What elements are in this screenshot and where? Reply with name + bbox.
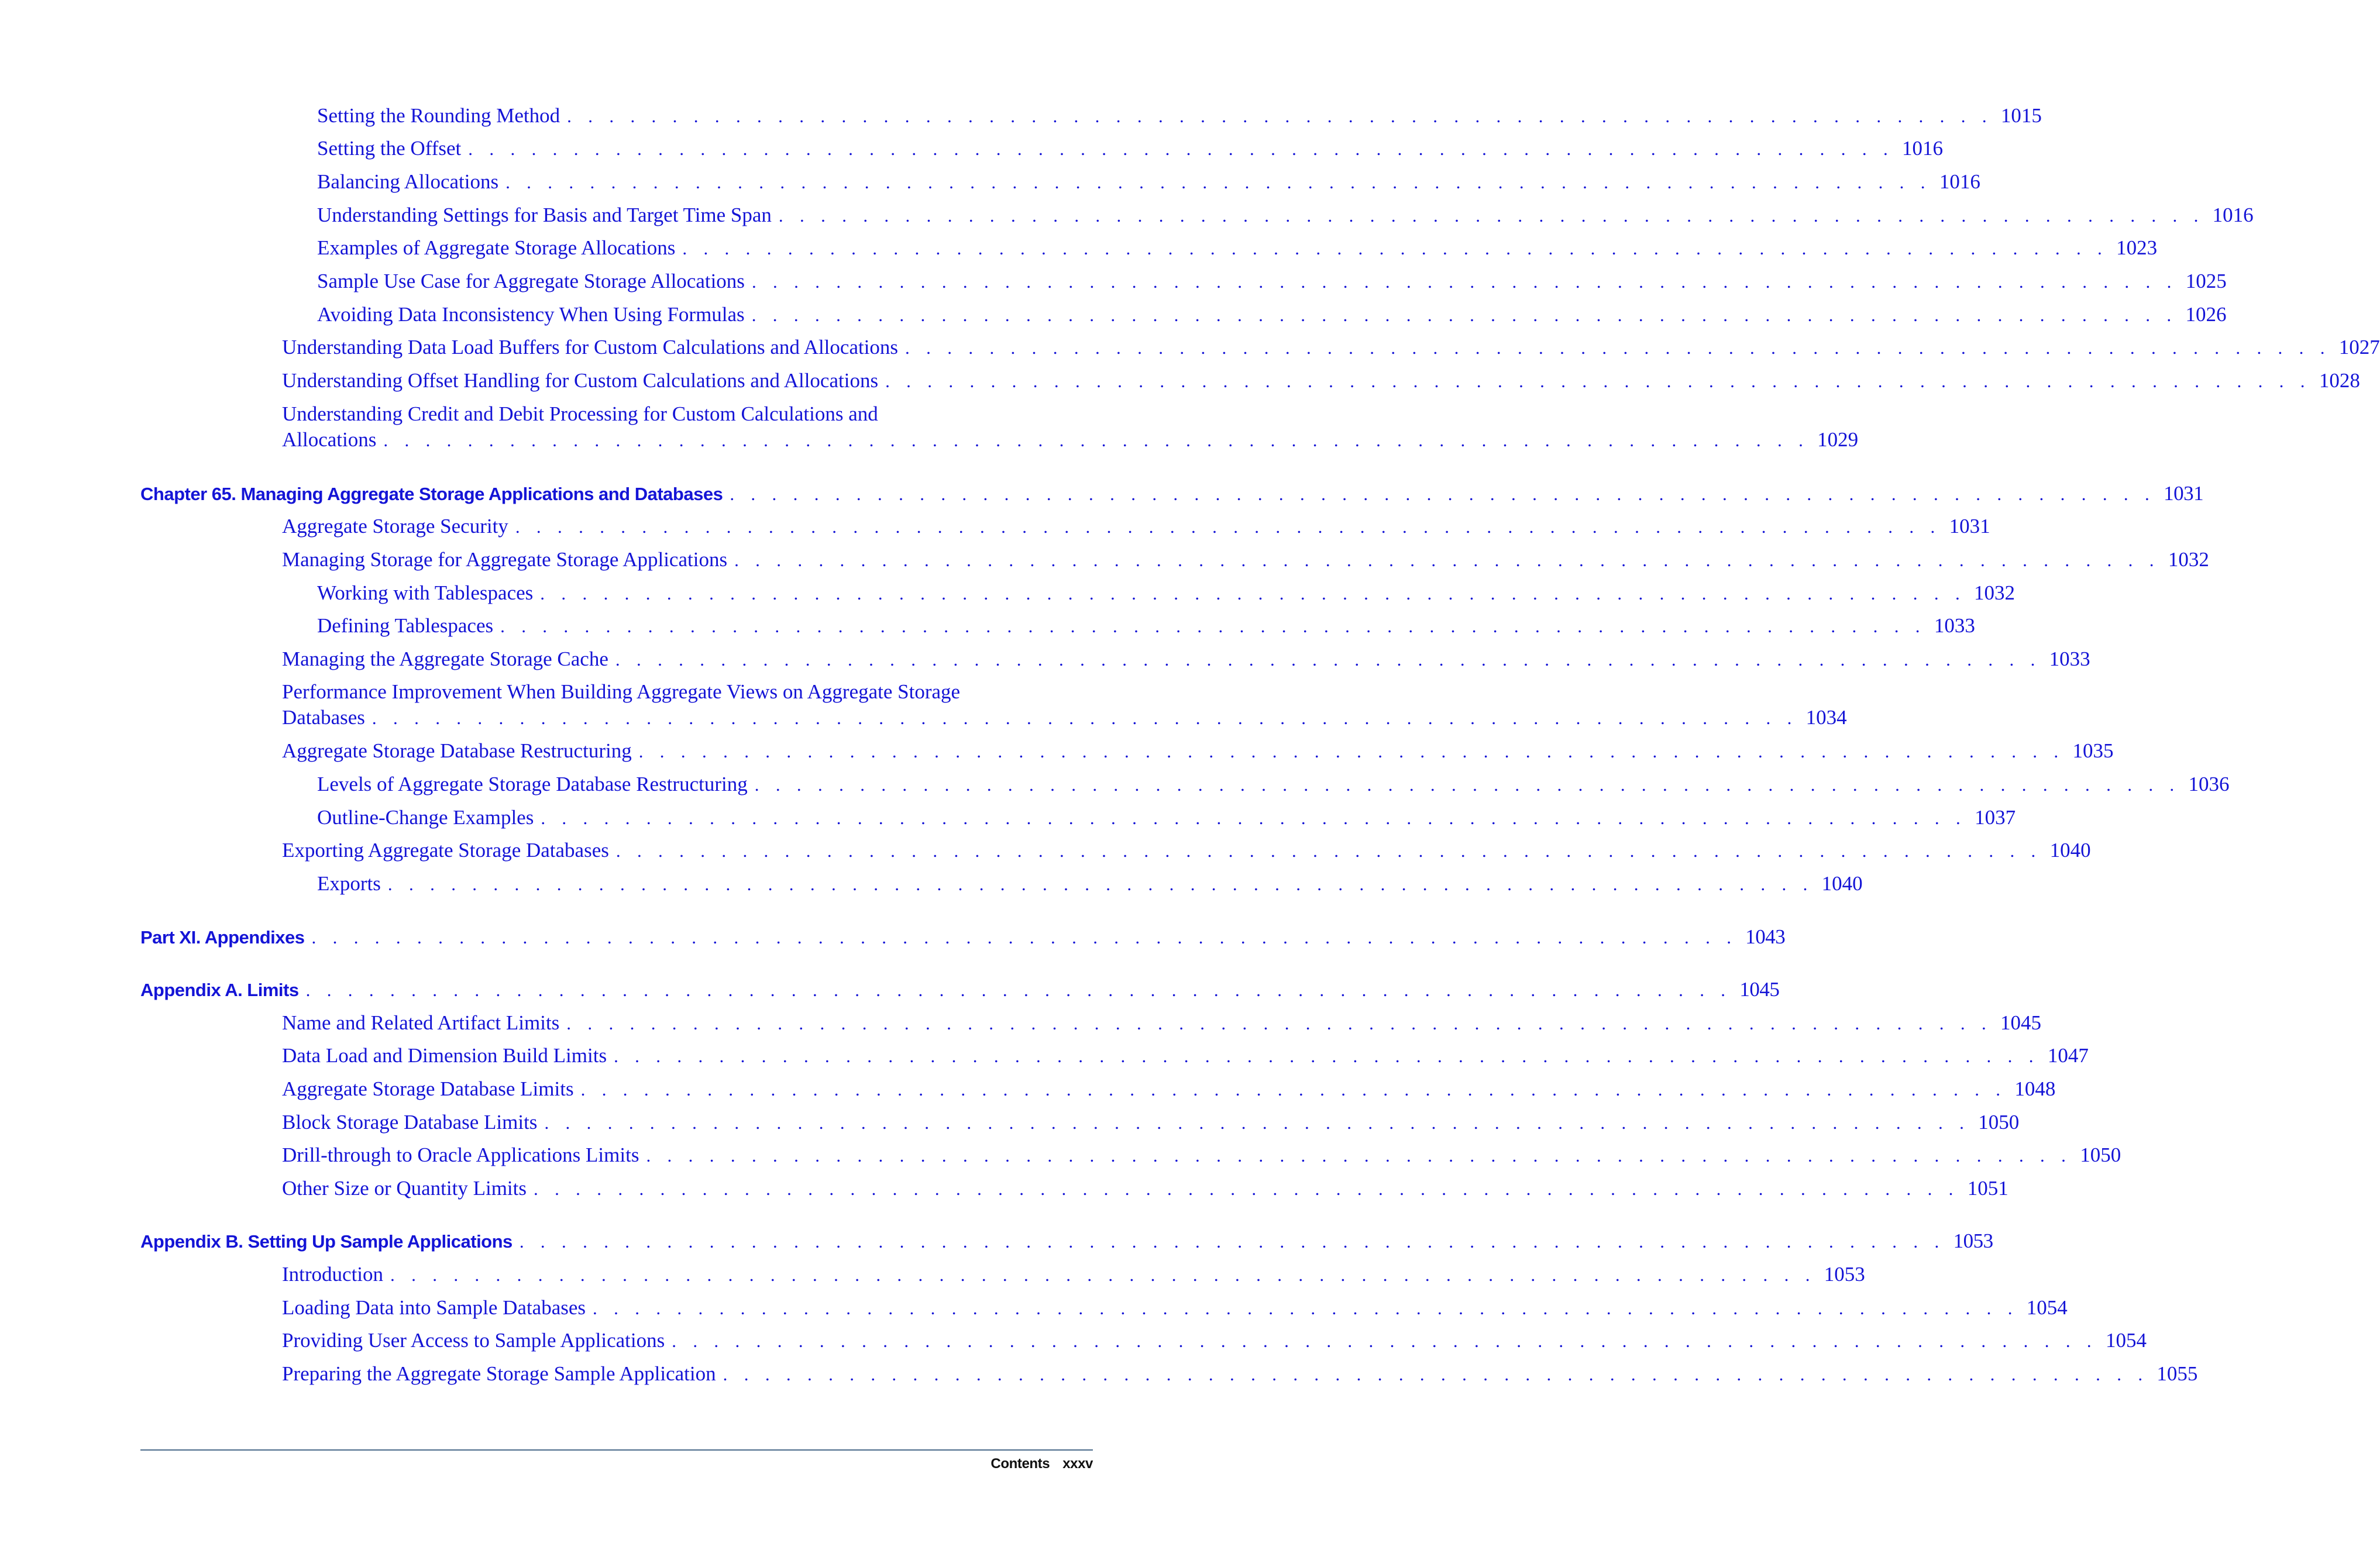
toc-entry-page[interactable]: 1050 (1978, 1111, 2020, 1134)
toc-entry[interactable] (282, 514, 1990, 540)
dot-leader: . . . . . . . . . . . . . . . . . . . . . . . . . . . . . . . . . . . . . . . . . . . . . . . . . . . . . . . . . . . . . . . . . . . . (905, 337, 2331, 358)
toc-entry[interactable] (282, 335, 2380, 361)
toc-entry-page[interactable]: 1026 (2185, 303, 2227, 326)
toc-entry[interactable] (282, 368, 2360, 394)
toc-entry-title[interactable]: Working with Tablespaces (317, 581, 534, 604)
toc-entry-title[interactable]: Sample Use Case for Aggregate Storage Allocations (317, 270, 745, 292)
toc-entry-page[interactable]: 1036 (2188, 773, 2230, 795)
toc-entry[interactable] (317, 771, 2230, 798)
toc-entry[interactable] (282, 1110, 2020, 1136)
toc-entry-page[interactable]: 1040 (2049, 839, 2091, 862)
toc-entry-page[interactable]: 1043 (1745, 925, 1786, 948)
dot-leader: . . . . . . . . . . . . . . . . . . . . . . . . . . . . . . . . . . . . . . . . . . . . . . . . . . . . . . . . . . . . . . . . . . . . (614, 1046, 2039, 1066)
toc-entry-title[interactable]: Providing User Access to Sample Applications (282, 1329, 665, 1352)
toc-entry-title[interactable]: Exports (317, 872, 381, 895)
toc-entry[interactable] (282, 679, 1847, 731)
toc-entry-page[interactable]: 1031 (2164, 482, 2204, 505)
toc-entry-page[interactable]: 1033 (1934, 614, 1975, 637)
toc-entry-title[interactable]: Understanding Data Load Buffers for Custom Calculations and Allocations (282, 336, 899, 359)
toc-entry[interactable] (282, 738, 2114, 764)
toc-entry-page[interactable]: 1016 (1902, 137, 1944, 160)
toc-entry-title[interactable]: Setting the Offset (317, 137, 462, 160)
toc-entry[interactable] (317, 202, 2254, 229)
page-footer (990, 1456, 1093, 1472)
dot-leader: . . . . . . . . . . . . . . . . . . . . . . . . . . . . . . . . . . . . . . . . . . . . . . . . . . . . . . . . . . . . . . . . . . . . (751, 305, 2178, 325)
dot-leader: . . . . . . . . . . . . . . . . . . . . . . . . . . . . . . . . . . . . . . . . . . . . . . . . . . . . . . . . . . . . . . . . . . . . (468, 139, 1894, 159)
toc-entry-page[interactable]: 1055 (2157, 1362, 2198, 1385)
toc-entry[interactable] (282, 547, 2209, 573)
toc-entry-page[interactable]: 1035 (2072, 739, 2114, 762)
toc-entry-page[interactable]: 1028 (2319, 369, 2360, 392)
toc-part-heading[interactable] (140, 924, 1786, 950)
toc-entry[interactable] (282, 838, 2091, 864)
toc-entry[interactable] (317, 169, 1980, 195)
toc-entry[interactable] (282, 1142, 2121, 1169)
toc-entry-title[interactable]: Performance Improvement When Building Aggregate Views on Aggregate Storage (282, 680, 961, 703)
dot-leader: . . . . . . . . . . . . . . . . . . . . . . . . . . . . . . . . . . . . . . . . . . . . . . . . . . . . . . . . . . . . . . . . . . . . (533, 1179, 1959, 1199)
toc-entry[interactable] (282, 1010, 2042, 1036)
toc-entry-title[interactable]: Preparing the Aggregate Storage Sample Application (282, 1362, 716, 1385)
dot-leader: . . . . . . . . . . . . . . . . . . . . . . . . . . . . . . . . . . . . . . . . . . . . . . . . . . . . . . . . . . . . . . . . . . . . (566, 1013, 1993, 1034)
toc-entry-page[interactable]: 1015 (2000, 104, 2042, 127)
toc-entry-title[interactable]: Part XI. Appendixes (140, 927, 305, 948)
toc-entry-title[interactable]: Data Load and Dimension Build Limits (282, 1044, 607, 1067)
toc-entry-title[interactable]: Aggregate Storage Database Limits (282, 1077, 574, 1100)
toc-entry-title[interactable]: Drill-through to Oracle Applications Limits (282, 1143, 639, 1166)
dot-leader: . . . . . . . . . . . . . . . . . . . . . . . . . . . . . . . . . . . . . . . . . . . . . . . . . . . . . . . . . . . . . . . . . . . . (751, 271, 2178, 292)
toc-entry-title[interactable]: Defining Tablespaces (317, 614, 494, 637)
toc-entry-line2 (282, 705, 1847, 731)
toc-entry-page[interactable]: 1045 (1739, 978, 1780, 1001)
dot-leader: . . . . . . . . . . . . . . . . . . . . . . . . . . . . . . . . . . . . . . . . . . . . . . . . . . . . . . . . . . . . . . . . . . . . (383, 430, 1810, 450)
toc-entry-title[interactable]: Introduction (282, 1263, 384, 1286)
toc-entry[interactable] (317, 235, 2158, 261)
toc-entry[interactable] (282, 401, 1859, 453)
toc-entry-page[interactable]: 1034 (1805, 706, 1847, 729)
dot-leader: . . . . . . . . . . . . . . . . . . . . . . . . . . . . . . . . . . . . . . . . . . . . . . . . . . . . . . . . . . . . . . . . . . . . (638, 741, 2065, 762)
toc-entry-title[interactable]: Loading Data into Sample Databases (282, 1296, 586, 1319)
dot-leader: . . . . . . . . . . . . . . . . . . . . . . . . . . . . . . . . . . . . . . . . . . . . . . . . . . . . . . . . . . . . . . . . . . . . (305, 980, 1732, 1000)
toc-appendix-heading[interactable] (140, 1228, 1993, 1255)
dot-leader: . . . . . . . . . . . . . . . . . . . . . . . . . . . . . . . . . . . . . . . . . . . . . . . . . . . . . . . . . . . . . . . . . . . . (311, 927, 1738, 948)
dot-leader: . . . . . . . . . . . . . . . . . . . . . . . . . . . . . . . . . . . . . . . . . . . . . . . . . . . . . . . . . . . . . . . . . . . . (580, 1079, 2007, 1100)
dot-leader: . . . . . . . . . . . . . . . . . . . . . . . . . . . . . . . . . . . . . . . . . . . . . . . . . . . . . . . . . . . . . . . . . . . . (723, 1364, 2149, 1384)
dot-leader: . . . . . . . . . . . . . . . . . . . . . . . . . . . . . . . . . . . . . . . . . . . . . . . . . . . . . . . . . . . . . . . . . . . . (515, 516, 1941, 537)
toc-entry-title-continued[interactable]: Databases (282, 706, 365, 729)
toc-entry-page[interactable]: 1029 (1817, 428, 1859, 451)
dot-leader: . . . . . . . . . . . . . . . . . . . . . . . . . . . . . . . . . . . . . . . . . . . . . . . . . . . . . . . . . . . . . . . . . . . . (372, 708, 1798, 728)
dot-leader: . . . . . . . . . . . . . . . . . . . . . . . . . . . . . . . . . . . . . . . . . . . . . . . . . . . . . . . . . . . . . . . . . . . . (519, 1231, 1945, 1252)
toc-entry[interactable] (317, 805, 2016, 831)
toc-entry-title[interactable]: Understanding Settings for Basis and Target Time Span (317, 204, 772, 226)
toc-entry-page[interactable]: 1032 (2168, 548, 2209, 571)
toc-entry-page[interactable]: 1045 (2000, 1011, 2042, 1034)
dot-leader: . . . . . . . . . . . . . . . . . . . . . . . . . . . . . . . . . . . . . . . . . . . . . . . . . . . . . . . . . . . . . . . . . . . . (544, 1112, 1970, 1133)
toc-entry-page[interactable]: 1032 (1974, 581, 2016, 604)
dot-leader: . . . . . . . . . . . . . . . . . . . . . . . . . . . . . . . . . . . . . . . . . . . . . . . . . . . . . . . . . . . . . . . . . . . . (593, 1298, 2018, 1318)
dot-leader: . . . . . . . . . . . . . . . . . . . . . . . . . . . . . . . . . . . . . . . . . . . . . . . . . . . . . . . . . . . . . . . . . . . . (778, 205, 2204, 226)
toc-entry[interactable] (317, 871, 1863, 897)
toc-entry[interactable] (317, 302, 2227, 328)
toc-entry-title[interactable]: Aggregate Storage Database Restructuring (282, 739, 632, 762)
toc-entry-title[interactable]: Block Storage Database Limits (282, 1111, 538, 1134)
dot-leader: . . . . . . . . . . . . . . . . . . . . . . . . . . . . . . . . . . . . . . . . . . . . . . . . . . . . . . . . . . . . . . . . . . . . (500, 616, 1926, 636)
toc-entry-page[interactable]: 1023 (2116, 236, 2158, 259)
toc-entry-page[interactable]: 1048 (2014, 1077, 2056, 1100)
toc-entry[interactable] (317, 268, 2227, 295)
dot-leader: . . . . . . . . . . . . . . . . . . . . . . . . . . . . . . . . . . . . . . . . . . . . . . . . . . . . . . . . . . . . . . . . . . . . (646, 1145, 2072, 1166)
footer-rule (140, 1449, 1093, 1451)
toc-entry-page[interactable]: 1025 (2185, 270, 2227, 292)
toc-entry[interactable] (317, 136, 1944, 162)
toc-entry-title[interactable]: Understanding Credit and Debit Processing for Custom Calculations and (282, 402, 878, 425)
dot-leader: . . . . . . . . . . . . . . . . . . . . . . . . . . . . . . . . . . . . . . . . . . . . . . . . . . . . . . . . . . . . . . . . . . . . (615, 649, 2041, 670)
toc-entry-title[interactable]: Setting the Rounding Method (317, 104, 560, 127)
toc-entry-page[interactable]: 1016 (2212, 204, 2254, 226)
dot-leader: . . . . . . . . . . . . . . . . . . . . . . . . . . . . . . . . . . . . . . . . . . . . . . . . . . . . . . . . . . . . . . . . . . . . (682, 238, 2109, 259)
toc-entry-page[interactable]: 1040 (1821, 872, 1863, 895)
dot-leader: . . . . . . . . . . . . . . . . . . . . . . . . . . . . . . . . . . . . . . . . . . . . . . . . . . . . . . . . . . . . . . . . . . . . (390, 1265, 1816, 1285)
toc-entry-title[interactable]: Managing the Aggregate Storage Cache (282, 647, 608, 670)
toc-entry-title-continued[interactable]: Allocations (282, 428, 377, 451)
toc-entry[interactable] (282, 1295, 2068, 1321)
toc-entry-page[interactable]: 1051 (1967, 1177, 2008, 1200)
toc-entry-title[interactable]: Managing Storage for Aggregate Storage Applications (282, 548, 728, 571)
toc-entry-title[interactable]: Appendix B. Setting Up Sample Applications (140, 1231, 513, 1252)
dot-leader: . . . . . . . . . . . . . . . . . . . . . . . . . . . . . . . . . . . . . . . . . . . . . . . . . . . . . . . . . . . . . . . . . . . . (672, 1331, 2097, 1351)
dot-leader: . . . . . . . . . . . . . . . . . . . . . . . . . . . . . . . . . . . . . . . . . . . . . . . . . . . . . . . . . . . . . . . . . . . . (540, 583, 1966, 604)
dot-leader: . . . . . . . . . . . . . . . . . . . . . . . . . . . . . . . . . . . . . . . . . . . . . . . . . . . . . . . . . . . . . . . . . . . . (541, 808, 1967, 828)
toc-entry-title[interactable]: Avoiding Data Inconsistency When Using Formulas (317, 303, 745, 326)
toc-entry-title[interactable]: Aggregate Storage Security (282, 515, 508, 538)
toc-entry[interactable] (282, 1176, 2008, 1202)
footer-page-number: xxxv (1062, 1456, 1093, 1472)
toc-entry[interactable] (282, 1262, 1865, 1288)
toc-entry-title[interactable]: Levels of Aggregate Storage Database Restructuring (317, 773, 748, 795)
toc-entry[interactable] (282, 1043, 2089, 1069)
toc-entry-page[interactable]: 1031 (1949, 515, 1990, 538)
toc-entry[interactable] (282, 1328, 2147, 1354)
toc-entry[interactable] (317, 580, 2016, 607)
toc-entry-page[interactable]: 1037 (1975, 806, 2016, 829)
dot-leader: . . . . . . . . . . . . . . . . . . . . . . . . . . . . . . . . . . . . . . . . . . . . . . . . . . . . . . . . . . . . . . . . . . . . (730, 484, 2156, 504)
toc-entry-page[interactable]: 1053 (1824, 1263, 1865, 1286)
toc-entry-page[interactable]: 1047 (2047, 1044, 2089, 1067)
toc-entry-page[interactable]: 1054 (2026, 1296, 2068, 1319)
dot-leader: . . . . . . . . . . . . . . . . . . . . . . . . . . . . . . . . . . . . . . . . . . . . . . . . . . . . . . . . . . . . . . . . . . . . (885, 371, 2311, 391)
toc-entry[interactable] (317, 613, 1975, 639)
dot-leader: . . . . . . . . . . . . . . . . . . . . . . . . . . . . . . . . . . . . . . . . . . . . . . . . . . . . . . . . . . . . . . . . . . . . (754, 774, 2180, 795)
toc-entry[interactable] (282, 1076, 2056, 1103)
toc-entry-page[interactable]: 1016 (1939, 170, 1980, 193)
toc-entry-title[interactable]: Appendix A. Limits (140, 980, 299, 1000)
toc-entry-page[interactable]: 1054 (2105, 1329, 2147, 1352)
toc-entry[interactable] (282, 1361, 2198, 1387)
toc-entry-line2 (282, 427, 1859, 453)
dot-leader: . . . . . . . . . . . . . . . . . . . . . . . . . . . . . . . . . . . . . . . . . . . . . . . . . . . . . . . . . . . . . . . . . . . . (615, 841, 2042, 861)
toc-entry-title[interactable]: Understanding Offset Handling for Custom Calculations and Allocations (282, 369, 879, 392)
dot-leader: . . . . . . . . . . . . . . . . . . . . . . . . . . . . . . . . . . . . . . . . . . . . . . . . . . . . . . . . . . . . . . . . . . . . (734, 550, 2160, 570)
toc-entry[interactable] (282, 646, 2090, 673)
toc-entry[interactable] (317, 103, 2042, 129)
toc-entry-title[interactable]: Chapter 65. Managing Aggregate Storage Applications and Databases (140, 484, 723, 504)
footer-label: Contents (990, 1456, 1050, 1472)
toc-entry-title[interactable]: Examples of Aggregate Storage Allocations (317, 236, 676, 259)
dot-leader: . . . . . . . . . . . . . . . . . . . . . . . . . . . . . . . . . . . . . . . . . . . . . . . . . . . . . . . . . . . . . . . . . . . . (505, 172, 1931, 192)
toc-entry-page[interactable]: 1053 (1953, 1229, 1993, 1252)
toc-entry-title[interactable]: Exporting Aggregate Storage Databases (282, 839, 609, 862)
toc-appendix-heading[interactable] (140, 977, 1780, 1003)
toc-entry-title[interactable]: Other Size or Quantity Limits (282, 1177, 527, 1200)
toc-entry-title[interactable]: Name and Related Artifact Limits (282, 1011, 560, 1034)
dot-leader: . . . . . . . . . . . . . . . . . . . . . . . . . . . . . . . . . . . . . . . . . . . . . . . . . . . . . . . . . . . . . . . . . . . . (387, 874, 1814, 894)
toc-entry-page[interactable]: 1033 (2049, 647, 2090, 670)
toc-entry-title[interactable]: Balancing Allocations (317, 170, 499, 193)
dot-leader: . . . . . . . . . . . . . . . . . . . . . . . . . . . . . . . . . . . . . . . . . . . . . . . . . . . . . . . . . . . . . . . . . . . . (567, 106, 1993, 126)
toc-chapter-heading[interactable] (140, 481, 2204, 507)
toc-entry-title[interactable]: Outline-Change Examples (317, 806, 534, 829)
toc-entry-page[interactable]: 1027 (2338, 336, 2380, 359)
toc-entry-page[interactable]: 1050 (2080, 1143, 2121, 1166)
